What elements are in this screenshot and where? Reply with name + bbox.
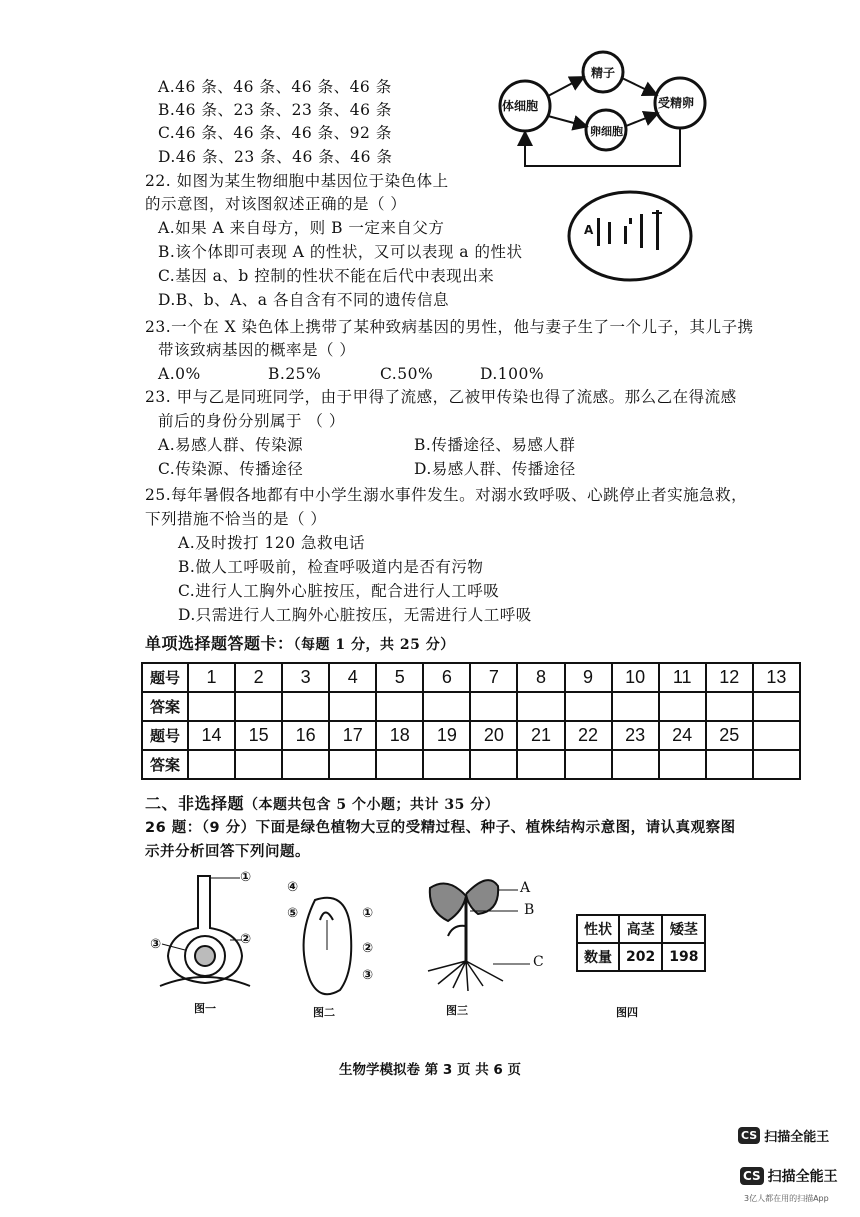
- question-number: 3: [282, 663, 329, 692]
- q25-option-d: D.只需进行人工胸外心脏按压，无需进行人工呼吸: [178, 606, 532, 624]
- q21-option-a: A.46 条、46 条、46 条、46 条: [158, 78, 392, 96]
- figure-3-caption: 图三: [446, 1004, 468, 1017]
- q22-option-a: A.如果 A 来自母方，则 B 一定来自父方: [158, 219, 445, 237]
- row-label-number: 题号: [142, 663, 188, 692]
- q25-option-c: C.进行人工胸外心脏按压，配合进行人工呼吸: [178, 582, 500, 600]
- part2-heading: [145, 793, 499, 816]
- q22-option-c: C.基因 a、b 控制的性状不能在后代中表现出来: [158, 267, 495, 285]
- part2-note: （本题共包含 5 个小题；共计 35 分）: [244, 797, 500, 813]
- answer-cell[interactable]: [753, 750, 800, 779]
- figure-1-caption: 图一: [194, 1002, 216, 1015]
- answer-cell[interactable]: [517, 692, 564, 721]
- answer-cell[interactable]: [235, 692, 282, 721]
- answer-cell[interactable]: [329, 750, 376, 779]
- scanner-watermark-bottom: [740, 1166, 838, 1186]
- answer-cell[interactable]: [753, 692, 800, 721]
- table-row: [142, 721, 800, 750]
- q23a-option-c: C.50%: [380, 365, 434, 383]
- fig3-label-b: B: [524, 902, 535, 918]
- fig2-label-5: ⑤: [287, 906, 299, 921]
- figure-4-trait-table: [576, 914, 706, 972]
- answer-cell[interactable]: [376, 750, 423, 779]
- q22-stem-line1: 22. 如图为某生物细胞中基因位于染色体上: [145, 172, 449, 190]
- answer-card-heading: [145, 633, 455, 656]
- question-number: 25: [706, 721, 753, 750]
- q26-stem-line1: 26 题：（9 分）下面是绿色植物大豆的受精过程、种子、植株结构示意图，请认真观察图: [145, 820, 736, 836]
- answer-cell[interactable]: [423, 750, 470, 779]
- answer-cell[interactable]: [188, 692, 235, 721]
- answer-cell[interactable]: [470, 750, 517, 779]
- fig2-label-3: ③: [362, 968, 374, 983]
- q23a-option-b: B.25%: [268, 365, 322, 383]
- answer-cell[interactable]: [612, 750, 659, 779]
- row-label-answer: 答案: [142, 692, 188, 721]
- answer-cell[interactable]: [565, 692, 612, 721]
- q23b-stem-line1: 23. 甲与乙是同班同学，由于甲得了流感，乙被甲传染也得了流感。那么乙在得流感: [145, 388, 737, 406]
- figure-1-fertilization: [150, 868, 260, 993]
- question-number: 18: [376, 721, 423, 750]
- question-number: 5: [376, 663, 423, 692]
- answer-cell[interactable]: [706, 750, 753, 779]
- answer-cell[interactable]: [517, 750, 564, 779]
- short-count: 198: [662, 943, 705, 971]
- question-number: 9: [565, 663, 612, 692]
- answer-cell[interactable]: [659, 692, 706, 721]
- cs-logo-icon: CS: [740, 1167, 764, 1185]
- answer-cell[interactable]: [565, 750, 612, 779]
- answer-card-note: （每题 1 分，共 25 分）: [293, 637, 455, 653]
- question-number: 17: [329, 721, 376, 750]
- q23b-option-d: D.易感人群、传播途径: [414, 460, 576, 478]
- q22-stem-line2: 的示意图，对该图叙述正确的是（ ）: [145, 195, 407, 213]
- answer-cell[interactable]: [282, 750, 329, 779]
- answer-cell[interactable]: [235, 750, 282, 779]
- q22-option-b: B.该个体即可表现 A 的性状，又可以表现 a 的性状: [158, 243, 523, 261]
- page-footer: 生物学模拟卷 第 3 页 共 6 页: [339, 1062, 521, 1078]
- table-row: [577, 943, 705, 971]
- answer-card-title: 单项选择题答题卡：: [145, 634, 294, 653]
- q25-option-a: A.及时拨打 120 急救电话: [178, 534, 366, 552]
- answer-cell[interactable]: [706, 692, 753, 721]
- watermark-text: 扫描全能王: [767, 1169, 838, 1185]
- question-number: 23: [612, 721, 659, 750]
- gene-label-a: A: [584, 223, 594, 237]
- answer-card-table: [141, 662, 801, 780]
- answer-cell[interactable]: [612, 692, 659, 721]
- question-number: 13: [753, 663, 800, 692]
- question-number: 16: [282, 721, 329, 750]
- answer-cell[interactable]: [423, 692, 470, 721]
- question-number: 24: [659, 721, 706, 750]
- q21-option-d: D.46 条、23 条、46 条、46 条: [158, 148, 393, 166]
- fig1-label-3: ③: [150, 937, 162, 952]
- question-number: 8: [517, 663, 564, 692]
- row-label-answer: 答案: [142, 750, 188, 779]
- question-number: 2: [235, 663, 282, 692]
- table-row: [577, 915, 705, 943]
- q21-option-c: C.46 条、46 条、46 条、92 条: [158, 124, 392, 142]
- fig1-label-1: ①: [240, 870, 252, 885]
- q23b-option-b: B.传播途径、易感人群: [414, 436, 576, 454]
- q23b-option-c: C.传染源、传播途径: [158, 460, 304, 478]
- question-number: [753, 721, 800, 750]
- tall-count: 202: [619, 943, 662, 971]
- fig2-label-4: ④: [287, 880, 299, 895]
- answer-cell[interactable]: [659, 750, 706, 779]
- scanner-watermark-top: [738, 1126, 829, 1145]
- fig1-label-2: ②: [240, 932, 252, 947]
- q23a-option-a: A.0%: [158, 365, 201, 383]
- answer-cell[interactable]: [188, 750, 235, 779]
- question-number: 10: [612, 663, 659, 692]
- fig3-label-c: C: [533, 954, 544, 970]
- answer-cell[interactable]: [329, 692, 376, 721]
- trait-header: 性状: [577, 915, 619, 943]
- question-number: 4: [329, 663, 376, 692]
- tall-header: 高茎: [619, 915, 662, 943]
- count-label: 数量: [577, 943, 619, 971]
- diagram-zygote: 受精卵: [658, 96, 695, 110]
- figure-4-caption: 图四: [616, 1006, 638, 1019]
- diagram-sperm: 精子: [591, 66, 616, 80]
- answer-cell[interactable]: [282, 692, 329, 721]
- q25-stem-line1: 25.每年暑假各地都有中小学生溺水事件发生。对溺水致呼吸、心跳停止者实施急救，: [145, 486, 748, 504]
- question-number: 6: [423, 663, 470, 692]
- watermark-subtitle: 3亿人都在用的扫描App: [744, 1194, 829, 1203]
- answer-cell[interactable]: [376, 692, 423, 721]
- table-row: [142, 692, 800, 721]
- answer-cell[interactable]: [470, 692, 517, 721]
- row-label-number: 题号: [142, 721, 188, 750]
- question-number: 1: [188, 663, 235, 692]
- fig2-label-1: ①: [362, 906, 374, 921]
- q25-option-b: B.做人工呼吸前，检查呼吸道内是否有污物: [178, 558, 484, 576]
- figure-2-caption: 图二: [313, 1006, 335, 1019]
- short-header: 矮茎: [662, 915, 705, 943]
- q23a-option-d: D.100%: [480, 365, 545, 383]
- q26-stem-line2: 示并分析回答下列问题。: [145, 844, 310, 860]
- question-number: 20: [470, 721, 517, 750]
- q23b-option-a: A.易感人群、传染源: [158, 436, 304, 454]
- cs-logo-icon: CS: [738, 1127, 760, 1144]
- diagram-body-cell: 体细胞: [502, 99, 539, 113]
- q23b-stem-line2: 前后的身份分别属于 （ ）: [158, 412, 345, 430]
- question-number: 21: [517, 721, 564, 750]
- question-number: 12: [706, 663, 753, 692]
- question-number: 11: [659, 663, 706, 692]
- question-number: 15: [235, 721, 282, 750]
- q23a-stem-line2: 带该致病基因的概率是（ ）: [158, 341, 356, 359]
- part2-title: 二、非选择题: [145, 794, 245, 813]
- fig3-label-a: A: [520, 880, 531, 896]
- q23a-stem-line1: 23.一个在 X 染色体上携带了某种致病基因的男性，他与妻子生了一个儿子，其儿子携: [145, 318, 754, 336]
- question-number: 14: [188, 721, 235, 750]
- q22-option-d: D.B、b、A、a 各自含有不同的遗传信息: [158, 291, 449, 309]
- question-number: 7: [470, 663, 517, 692]
- fig2-label-2: ②: [362, 941, 374, 956]
- q25-stem-line2: 下列措施不恰当的是（ ）: [145, 510, 327, 528]
- question-number: 22: [565, 721, 612, 750]
- table-row: [142, 750, 800, 779]
- q21-option-b: B.46 条、23 条、23 条、46 条: [158, 101, 392, 119]
- question-number: 19: [423, 721, 470, 750]
- diagram-egg: 卵细胞: [590, 125, 623, 138]
- watermark-text: 扫描全能王: [764, 1130, 830, 1145]
- table-row: [142, 663, 800, 692]
